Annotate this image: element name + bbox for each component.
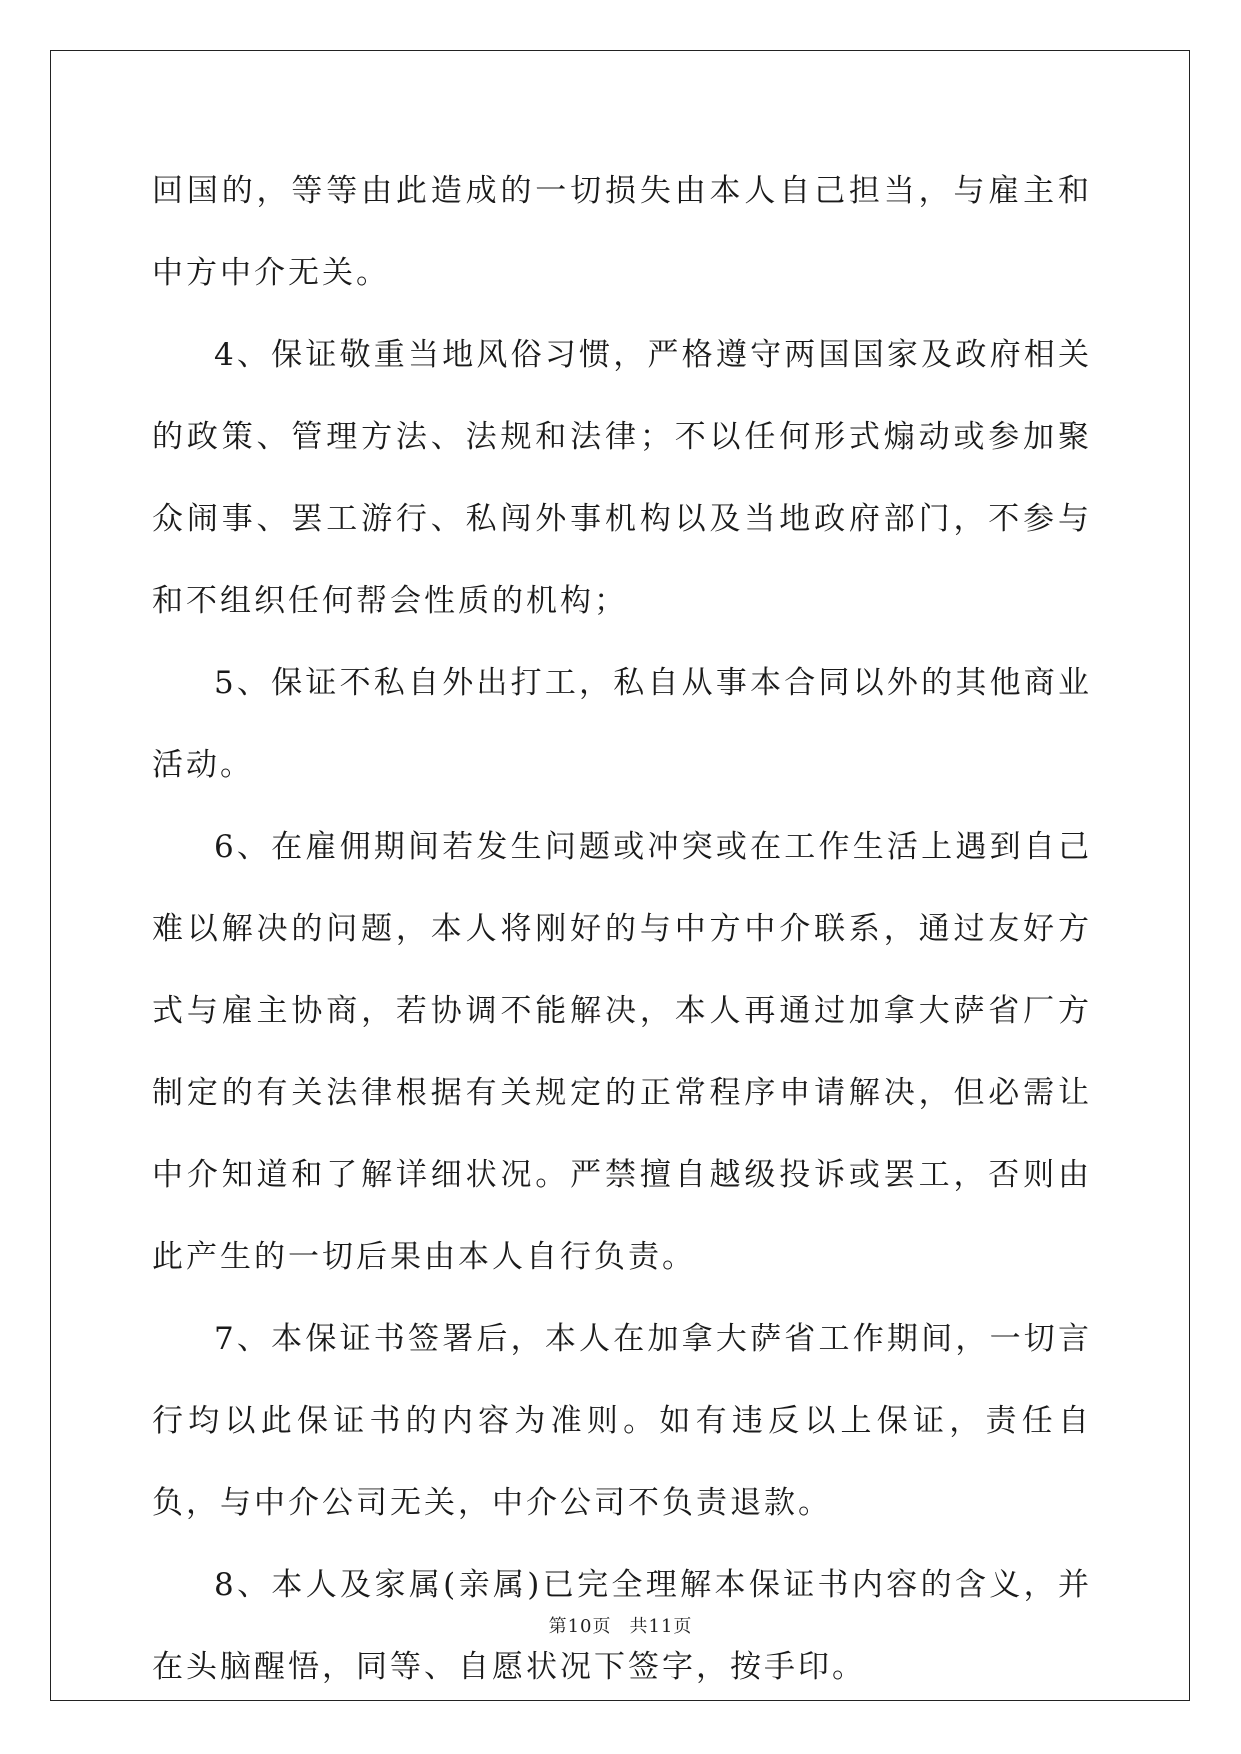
page-footer — [0, 1612, 1241, 1638]
paragraph-continuation: 回国的，等等由此造成的一切损失由本人自己担当，与雇主和中方中介无关。 — [152, 173, 1092, 291]
paragraph-item-7: 7、本保证书签署后，本人在加拿大萨省工作期间，一切言行均以此保证书的内容为准则。如有违反以上保证，责任自负，与中介公司无关，中介公司不负责退款。 — [152, 1321, 1092, 1521]
paragraph-item-5: 5、保证不私自外出打工，私自从事本合同以外的其他商业活动。 — [152, 665, 1092, 783]
document-body — [152, 150, 1092, 1708]
paragraph-item-4: 4、保证敬重当地风俗习惯，严格遵守两国国家及政府相关的政策、管理方法、法规和法律；不以任何形式煽动或参加聚众闹事、罢工游行、私闯外事机构以及当地政府部门，不参与和不组织任何帮会性质的机构； — [152, 337, 1092, 619]
total-page-count: 共11页 — [629, 1616, 693, 1637]
current-page-number: 第10页 — [548, 1616, 612, 1637]
paragraph-item-8: 8、本人及家属(亲属)已完全理解本保证书内容的含义，并在头脑醒悟，同等、自愿状况下签字，按手印。 — [152, 1567, 1092, 1685]
paragraph-item-6: 6、在雇佣期间若发生问题或冲突或在工作生活上遇到自己难以解决的问题，本人将刚好的与中方中介联系，通过友好方式与雇主协商，若协调不能解决，本人再通过加拿大萨省厂方制定的有关法律根据有关规定的正常程序申请解决，但必需让中介知道和了解详细状况。严禁擅自越级投诉或罢工，否则由此产生的一切后果由本人自行负责。 — [152, 829, 1092, 1275]
